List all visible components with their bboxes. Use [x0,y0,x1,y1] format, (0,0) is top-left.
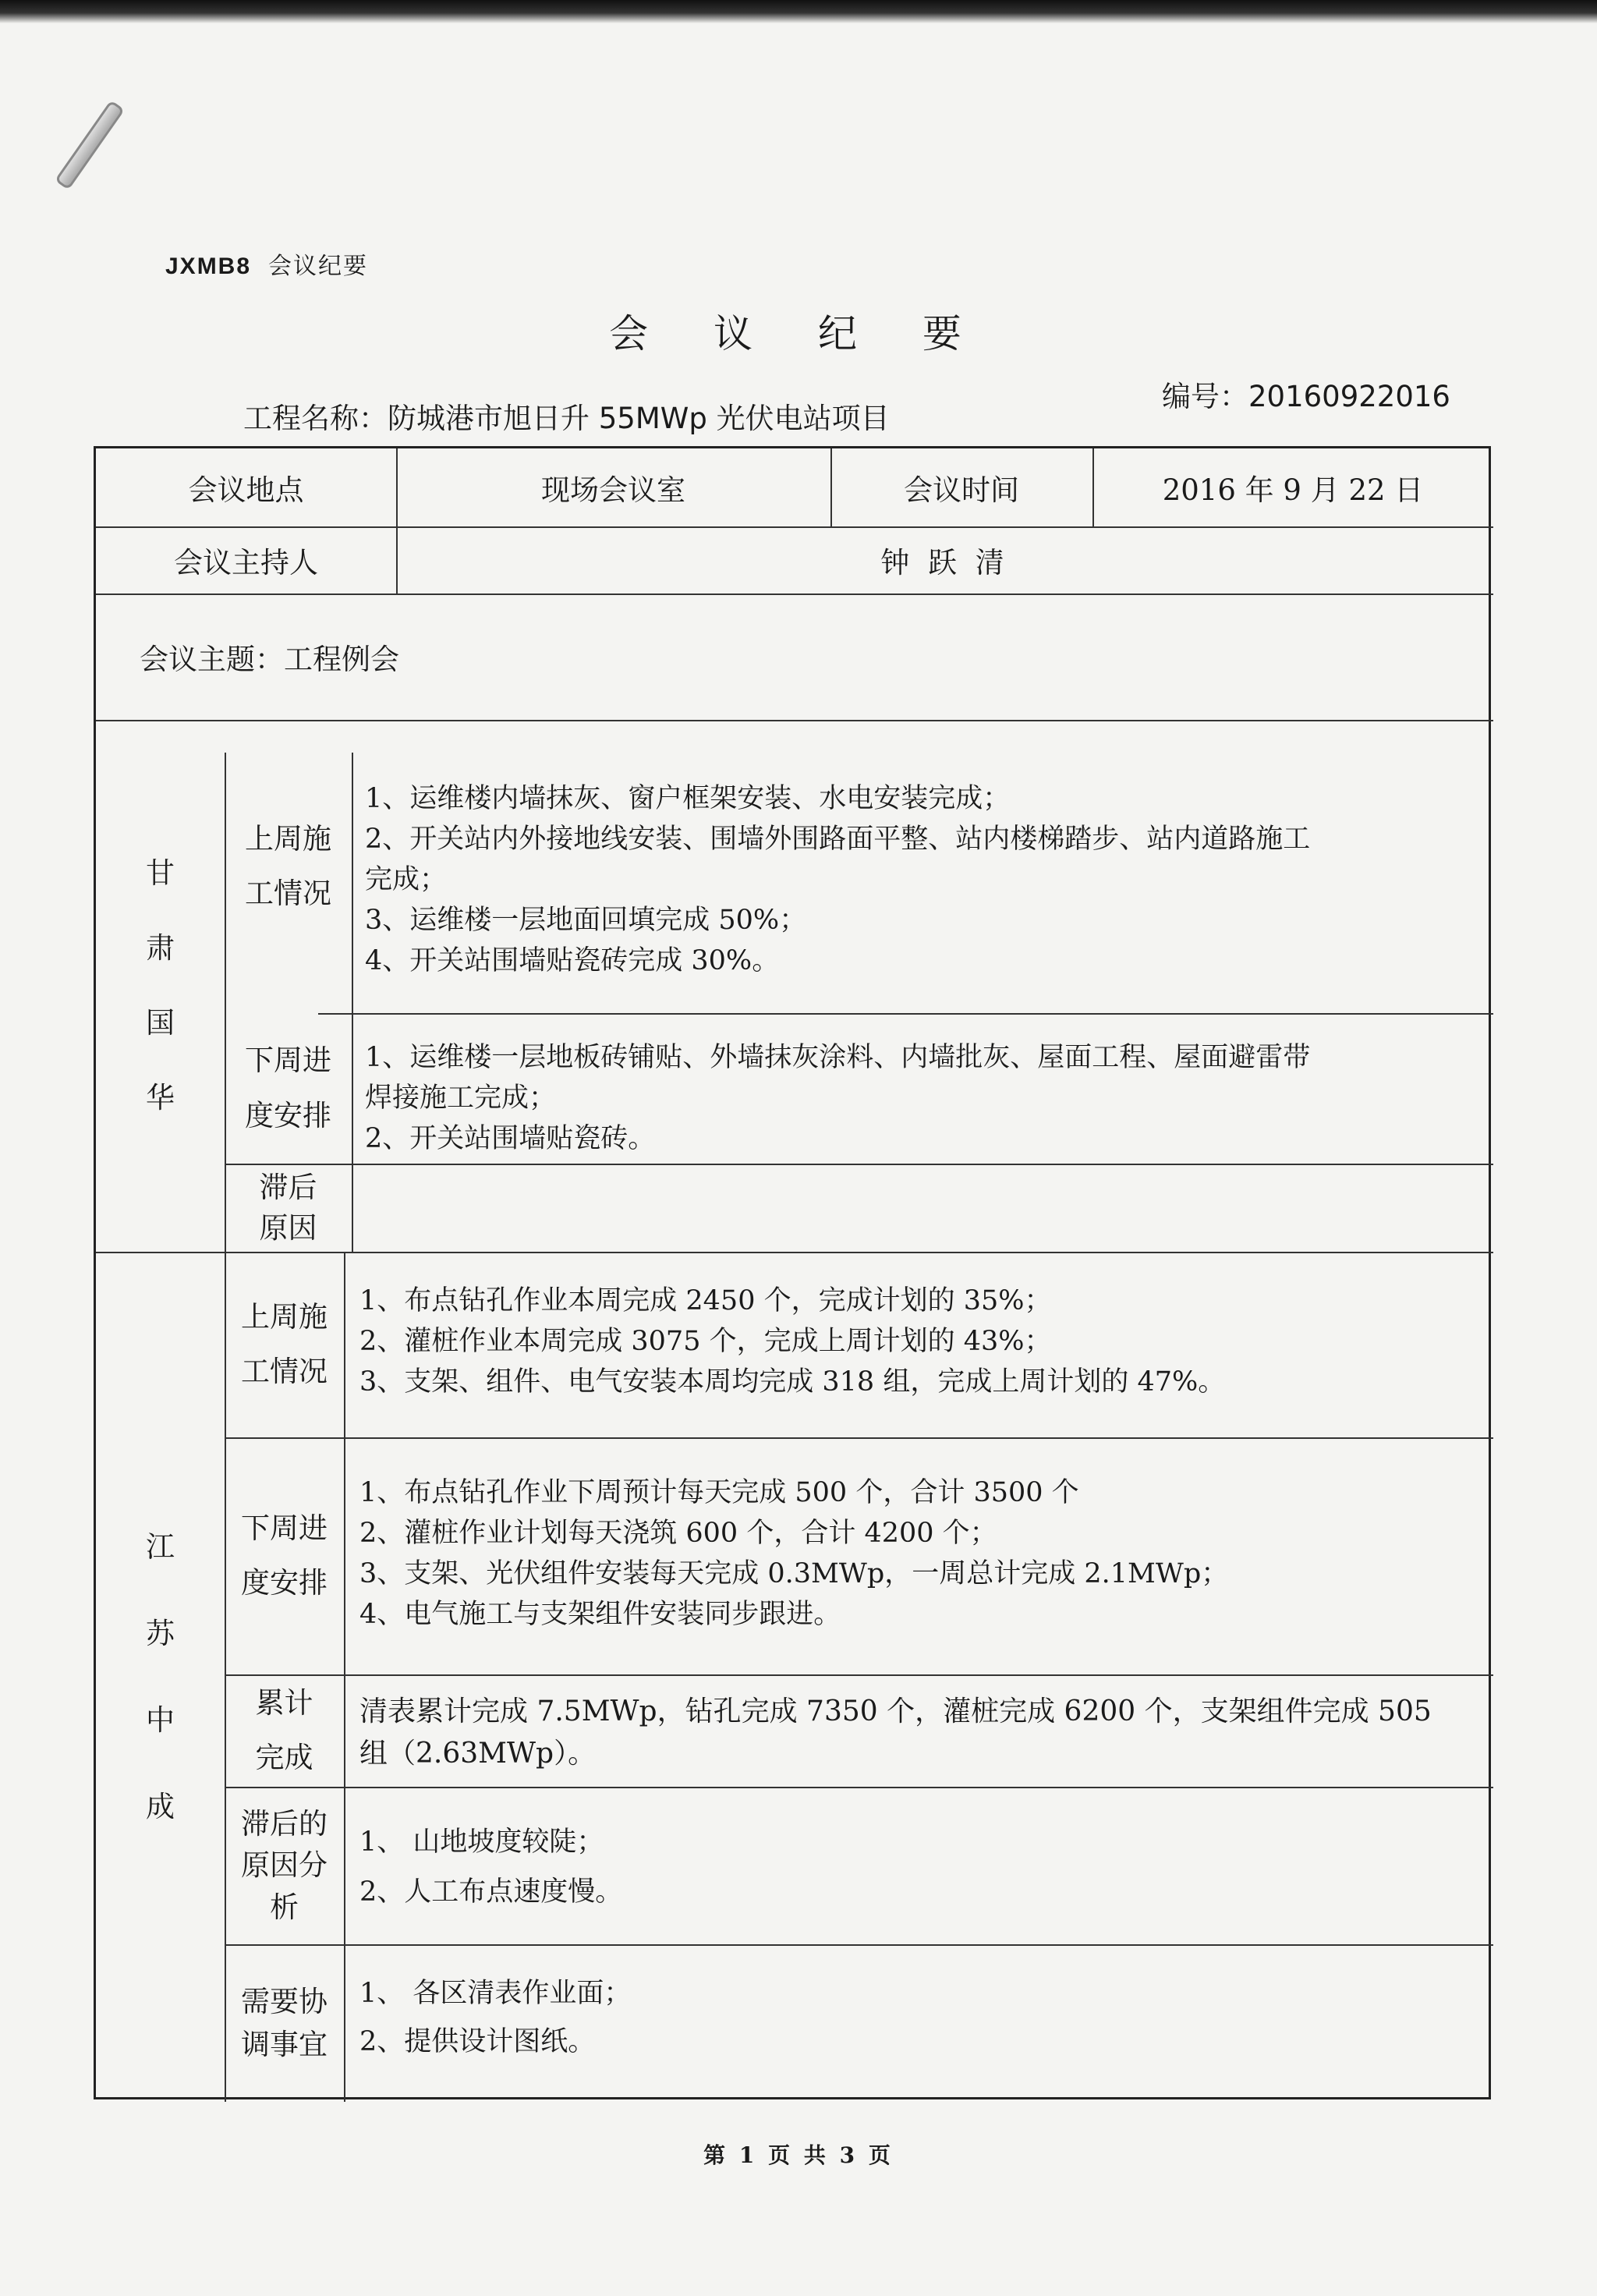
project-name: 工程名称：防城港市旭日升 55MWp 光伏电站项目 [243,402,890,435]
list-item: 1、布点钻孔作业下周预计每天完成 500 个，合计 3500 个 [359,1477,1079,1508]
list-item: 清表累计完成 7.5MWp，钻孔完成 7350 个，灌桩完成 6200 个，支架组件完成 505 [359,1695,1432,1727]
time-value: 2016 年 9 月 22 日 [1162,473,1424,507]
list-item: 3、运维楼一层地面回填完成 50%； [365,905,807,936]
list-item: 2、开关站围墙贴瓷砖。 [365,1123,656,1154]
s1-delay-reason-label: 滞后 原因 [259,1170,317,1245]
list-item: 3、支架、组件、电气安装本周均完成 318 组，完成上周计划的 47%。 [359,1366,1226,1398]
list-item: 2、灌桩作业计划每天浇筑 600 个，合计 4200 个； [359,1518,997,1549]
staple-mark [55,100,125,190]
list-item: 3、支架、光伏组件安装每天完成 0.3MWp，一周总计完成 2.1MWp； [359,1558,1229,1589]
s2-next-week-label: 下周进 度安排 [241,1511,328,1600]
company-gansu-guohua: 甘 肃 国 华 [146,856,175,1115]
list-item: 组（2.63MWp）。 [359,1738,597,1770]
list-item: 1、 各区清表作业面； [359,1978,632,2009]
list-item: 4、开关站围墙贴瓷砖完成 30%。 [365,945,780,976]
location-value: 现场会议室 [541,473,685,507]
form-code-id: JXMB8 [165,253,252,279]
s2-last-week-label: 上周施 工情况 [241,1299,328,1388]
list-item: 焊接施工完成； [365,1082,557,1114]
s2-delay-analysis-label: 滞后的 原因分 析 [241,1806,328,1924]
page-footer: 第 1 页 共 3 页 [703,2142,894,2168]
time-label: 会议时间 [904,473,1019,507]
list-item: 完成； [365,864,448,895]
list-item: 1、布点钻孔作业本周完成 2450 个，完成计划的 35%； [359,1285,1052,1316]
list-item: 1、运维楼一层地板砖铺贴、外墙抹灰涂料、内墙批灰、屋面工程、屋面避雷带 [365,1042,1311,1073]
company-jiangsu-zhongcheng: 江 苏 中 成 [146,1530,175,1823]
s2-coordination-label: 需要协 调事宜 [241,1984,328,2061]
s1-next-week-label: 下周进 度安排 [245,1043,331,1132]
list-item: 1、运维楼内墙抹灰、窗户框架安装、水电安装完成； [365,783,1011,814]
document-number: 编号：20160922016 [1162,380,1450,413]
list-item: 2、开关站内外接地线安装、围墙外围路面平整、站内楼梯踏步、站内道路施工 [365,824,1311,855]
list-item: 4、电气施工与支架组件安装同步跟进。 [359,1599,841,1630]
form-code [165,246,368,281]
host-value: 钟 跃 清 [880,546,1009,579]
s2-cumulative-label: 累计 完成 [255,1685,313,1774]
list-item: 2、提供设计图纸。 [359,2026,596,2057]
document-title: 会 议 纪 要 [609,311,988,356]
list-item: 2、人工布点速度慢。 [359,1876,623,1908]
list-item: 2、灌桩作业本周完成 3075 个，完成上周计划的 43%； [359,1326,1052,1357]
form-code-title: 会议纪要 [268,253,369,280]
minutes-form [94,446,1491,2099]
scan-dark-edge [0,0,1597,23]
s1-last-week-label: 上周施 工情况 [245,821,331,910]
host-label: 会议主持人 [174,546,318,579]
list-item: 1、 山地坡度较陡； [359,1827,604,1858]
meeting-topic: 会议主题：工程例会 [140,643,399,676]
location-label: 会议地点 [188,473,304,507]
